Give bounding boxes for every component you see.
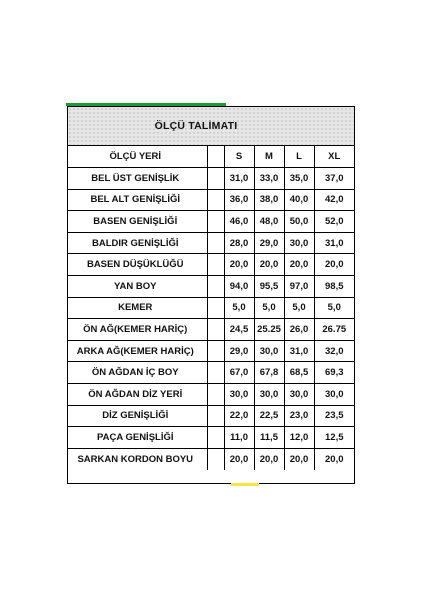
measurement-label: SARKAN KORDON BOYU (68, 448, 207, 470)
measurement-value: 48,0 (254, 211, 284, 233)
measurement-value: 20,0 (314, 448, 354, 470)
yellow-highlight-mark (231, 483, 259, 486)
measurement-value: 67,0 (224, 362, 254, 384)
spacer-cell (207, 232, 224, 254)
measurement-label: ÖN AĞDAN İÇ BOY (68, 362, 207, 384)
table-row (68, 254, 354, 276)
measurement-value: 5,0 (284, 297, 314, 319)
measurement-value: 68,5 (284, 362, 314, 384)
measurement-value: 22,0 (224, 405, 254, 427)
table-row (68, 168, 354, 190)
measurement-value: 29,0 (224, 340, 254, 362)
measurement-value: 5,0 (314, 297, 354, 319)
measurement-value: 23,0 (284, 405, 314, 427)
measurement-value: 30,0 (254, 340, 284, 362)
measurement-label: YAN BOY (68, 276, 207, 298)
measurement-label: DİZ GENİŞLİĞİ (68, 405, 207, 427)
measurement-value: 22,5 (254, 405, 284, 427)
measurement-value: 23,5 (314, 405, 354, 427)
spacer-cell (207, 297, 224, 319)
measurement-value: 26.75 (314, 319, 354, 341)
spacer-cell (207, 276, 224, 298)
table-row (68, 384, 354, 406)
measurement-value: 31,0 (314, 232, 354, 254)
measurement-value: 31,0 (284, 340, 314, 362)
measurement-label: BASEN GENİŞLİĞİ (68, 211, 207, 233)
spacer-cell (207, 448, 224, 470)
measurement-value: 52,0 (314, 211, 354, 233)
measurement-value: 11,5 (254, 427, 284, 449)
measurement-value: 35,0 (284, 168, 314, 190)
spacer-cell (207, 427, 224, 449)
measurement-value: 30,0 (314, 384, 354, 406)
measurement-value: 95,5 (254, 276, 284, 298)
measurement-value: 20,0 (254, 448, 284, 470)
measurement-label: ÖN AĞ(KEMER HARİÇ) (68, 319, 207, 341)
spacer-cell (207, 211, 224, 233)
measurement-label: ARKA AĞ(KEMER HARİÇ) (68, 340, 207, 362)
measurement-value: 42,0 (314, 189, 354, 211)
measurement-value: 28,0 (224, 232, 254, 254)
spacer-cell (207, 362, 224, 384)
header-size-m: M (254, 146, 284, 168)
measurement-value: 94,0 (224, 276, 254, 298)
size-chart (67, 106, 355, 484)
spacer-cell (207, 254, 224, 276)
measurement-value: 30,0 (284, 384, 314, 406)
measurement-label: BEL ÜST GENİŞLİK (68, 168, 207, 190)
measurement-value: 67,8 (254, 362, 284, 384)
header-size-s: S (224, 146, 254, 168)
table-row (68, 319, 354, 341)
spacer-cell (207, 384, 224, 406)
table-header-row (68, 146, 354, 168)
measurement-value: 69,3 (314, 362, 354, 384)
measurement-label: BEL ALT GENİŞLİĞİ (68, 189, 207, 211)
measurement-value: 31,0 (224, 168, 254, 190)
measurement-value: 38,0 (254, 189, 284, 211)
measurement-value: 30,0 (254, 384, 284, 406)
measurement-value: 24,5 (224, 319, 254, 341)
measurement-value: 26,0 (284, 319, 314, 341)
measurement-value: 20,0 (254, 254, 284, 276)
measurement-label: PAÇA GENİŞLİĞİ (68, 427, 207, 449)
spacer-cell (207, 319, 224, 341)
measurement-value: 29,0 (254, 232, 284, 254)
size-table (68, 146, 354, 470)
measurement-value: 12,0 (284, 427, 314, 449)
table-row (68, 362, 354, 384)
measurement-value: 32,0 (314, 340, 354, 362)
chart-title-row (68, 107, 354, 146)
measurement-value: 33,0 (254, 168, 284, 190)
measurement-value: 20,0 (224, 254, 254, 276)
measurement-value: 46,0 (224, 211, 254, 233)
measurement-value: 97,0 (284, 276, 314, 298)
table-row (68, 232, 354, 254)
header-size-xl: XL (314, 146, 354, 168)
measurement-value: 37,0 (314, 168, 354, 190)
measurement-value: 12,5 (314, 427, 354, 449)
measurement-value: 98,5 (314, 276, 354, 298)
table-row (68, 340, 354, 362)
measurement-label: ÖN AĞDAN DİZ YERİ (68, 384, 207, 406)
table-row (68, 448, 354, 470)
size-table-body (68, 146, 354, 470)
measurement-label: KEMER (68, 297, 207, 319)
table-row (68, 405, 354, 427)
spacer-cell (207, 405, 224, 427)
measurement-value: 20,0 (284, 448, 314, 470)
measurement-value: 50,0 (284, 211, 314, 233)
measurement-value: 20,0 (314, 254, 354, 276)
table-row (68, 211, 354, 233)
measurement-value: 11,0 (224, 427, 254, 449)
measurement-value: 30,0 (224, 384, 254, 406)
measurement-value: 36,0 (224, 189, 254, 211)
table-row (68, 427, 354, 449)
spacer-cell (207, 340, 224, 362)
spacer-cell (207, 146, 224, 168)
measurement-label: BASEN DÜŞÜKLÜĞÜ (68, 254, 207, 276)
measurement-value: 25.25 (254, 319, 284, 341)
measurement-value: 5,0 (224, 297, 254, 319)
header-size-l: L (284, 146, 314, 168)
table-row (68, 189, 354, 211)
measurement-value: 20,0 (224, 448, 254, 470)
measurement-value: 30,0 (284, 232, 314, 254)
table-row (68, 297, 354, 319)
spacer-cell (207, 189, 224, 211)
table-row (68, 276, 354, 298)
measurement-value: 20,0 (284, 254, 314, 276)
spacer-cell (207, 168, 224, 190)
measurement-value: 40,0 (284, 189, 314, 211)
measurement-label: BALDIR GENİŞLİĞİ (68, 232, 207, 254)
chart-title: ÖLÇÜ TALİMATI (154, 120, 238, 132)
header-label: ÖLÇÜ YERİ (68, 146, 207, 168)
measurement-value: 5,0 (254, 297, 284, 319)
